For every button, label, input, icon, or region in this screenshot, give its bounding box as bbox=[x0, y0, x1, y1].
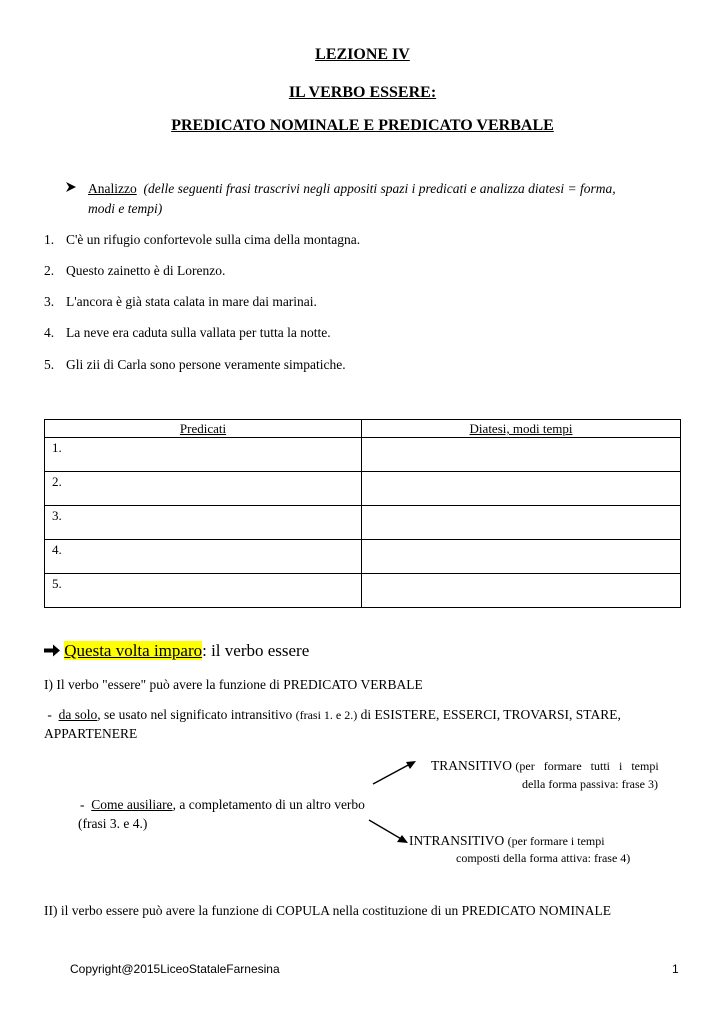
transitivo-line bbox=[431, 757, 659, 775]
exercise-instruction-cont: modi e tempi) bbox=[88, 201, 163, 216]
point-one: I) Il verbo "essere" può avere la funzione di PREDICATO VERBALE bbox=[44, 677, 423, 692]
lesson-heading bbox=[44, 641, 309, 661]
exercise-label: Analizzo bbox=[88, 181, 137, 196]
intransitivo-note: (per formare i tempi bbox=[507, 834, 605, 848]
sentence-text: Gli zii di Carla sono persone veramente simpatiche. bbox=[66, 357, 346, 372]
row-number[interactable]: 2. bbox=[45, 472, 362, 506]
dash-one-cont: APPARTENERE bbox=[44, 726, 138, 741]
dash-two-prefix: - bbox=[80, 797, 92, 812]
exercise-instruction bbox=[88, 180, 688, 198]
row-number[interactable]: 4. bbox=[45, 540, 362, 574]
highlight-text: Questa volta imparo bbox=[64, 641, 203, 660]
answer-table bbox=[44, 419, 681, 608]
heading-rest: : il verbo essere bbox=[202, 641, 310, 660]
sentence-text: C'è un rifugio confortevole sulla cima della montagna. bbox=[66, 232, 361, 247]
dash-two-underlined: Come ausiliare bbox=[91, 797, 173, 812]
answer-cell[interactable] bbox=[362, 506, 681, 540]
sentence-num: 3. bbox=[44, 294, 55, 309]
sentence-num: 4. bbox=[44, 325, 55, 340]
page-number: 1 bbox=[672, 962, 679, 976]
table-row bbox=[45, 438, 681, 472]
transitivo-label: TRANSITIVO bbox=[431, 758, 512, 773]
table-row bbox=[45, 574, 681, 608]
dash-two-rest: , a completamento di un altro verbo bbox=[172, 797, 365, 812]
table-header-diatesi: Diatesi, modi tempi bbox=[362, 420, 681, 438]
row-number[interactable]: 1. bbox=[45, 438, 362, 472]
subtopic-title: PREDICATO NOMINALE E PREDICATO VERBALE bbox=[171, 117, 554, 134]
exercise-instruction-text: (delle seguenti frasi trascrivi negli appositi spazi i predicati e analizza diatesi = forma, bbox=[143, 181, 616, 196]
intransitivo-line bbox=[409, 832, 605, 850]
arrow-down-icon bbox=[366, 817, 412, 852]
footer-copyright: Copyright@2015LiceoStataleFarnesina bbox=[70, 962, 280, 976]
table-row bbox=[45, 540, 681, 574]
intransitivo-label: INTRANSITIVO bbox=[409, 833, 505, 848]
answer-cell[interactable] bbox=[362, 540, 681, 574]
sentence-num: 1. bbox=[44, 232, 55, 247]
answer-cell[interactable] bbox=[362, 438, 681, 472]
dash-one-mid: , se usato nel significato intransitivo bbox=[97, 707, 296, 722]
row-number[interactable]: 5. bbox=[45, 574, 362, 608]
arrowhead-bullet-icon bbox=[64, 180, 78, 199]
dash-one-small: (frasi 1. e 2.) bbox=[295, 708, 358, 722]
dash-one-prefix: - bbox=[44, 707, 59, 722]
table-row bbox=[45, 506, 681, 540]
sentence-num: 5. bbox=[44, 357, 55, 372]
dash-one-underlined: da solo bbox=[58, 707, 98, 722]
transitivo-note-cont: della forma passiva: frase 3) bbox=[522, 777, 658, 791]
dash-one bbox=[44, 706, 621, 724]
transitivo-note: (per formare tutti i tempi bbox=[515, 759, 659, 773]
table-header-predicati: Predicati bbox=[45, 420, 362, 438]
table-header-row bbox=[45, 420, 681, 438]
sentence-text: L'ancora è già stata calata in mare dai marinai. bbox=[66, 294, 317, 309]
answer-cell[interactable] bbox=[362, 574, 681, 608]
dash-two bbox=[80, 796, 365, 814]
dash-two-cont: (frasi 3. e 4.) bbox=[78, 816, 148, 831]
topic-title: IL VERBO ESSERE: bbox=[288, 84, 437, 101]
dash-one-rest: di ESISTERE, ESSERCI, TROVARSI, STARE, bbox=[357, 707, 621, 722]
right-arrow-icon bbox=[44, 641, 64, 660]
point-two: II) il verbo essere può avere la funzione di COPULA nella costituzione di un PREDICATO NOMINALE bbox=[44, 903, 612, 918]
sentence-num: 2. bbox=[44, 263, 55, 278]
table-row bbox=[45, 472, 681, 506]
arrow-up-icon bbox=[370, 757, 420, 792]
lesson-title: LEZIONE IV bbox=[315, 46, 410, 63]
sentence-text: La neve era caduta sulla vallata per tutta la notte. bbox=[66, 325, 331, 340]
row-number[interactable]: 3. bbox=[45, 506, 362, 540]
answer-cell[interactable] bbox=[362, 472, 681, 506]
intransitivo-note-cont: composti della forma attiva: frase 4) bbox=[456, 851, 631, 865]
sentence-text: Questo zainetto è di Lorenzo. bbox=[66, 263, 226, 278]
